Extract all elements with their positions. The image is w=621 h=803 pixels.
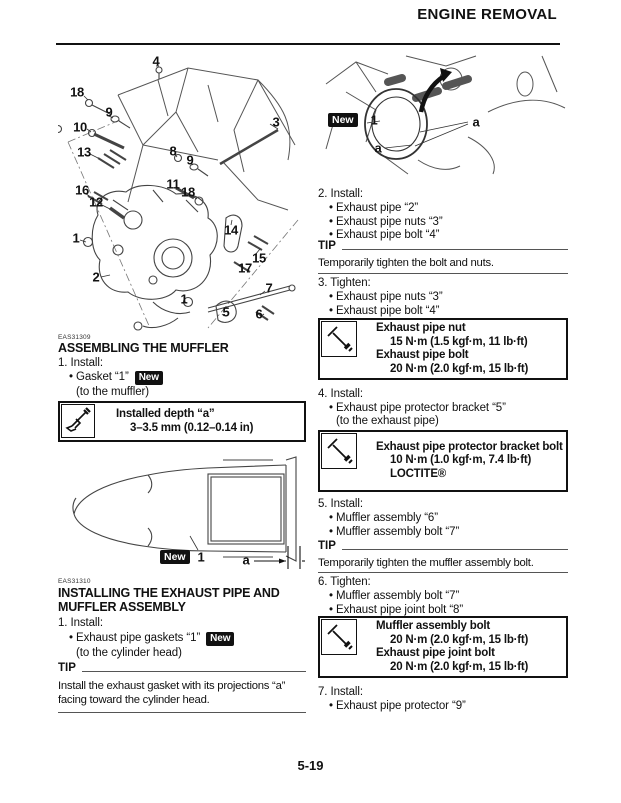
- spec-line: LOCTITE®: [390, 467, 447, 480]
- bullet-dot: •: [329, 603, 333, 616]
- torque-spec-box: [318, 430, 568, 492]
- bullet-item: [326, 604, 463, 618]
- section-heading-assembling-muffler: ASSEMBLING THE MUFFLER: [58, 341, 229, 355]
- bullet-text: Gasket “1”: [76, 371, 129, 383]
- bullet-item: [326, 305, 443, 319]
- page-title: ENGINE REMOVAL: [417, 6, 557, 23]
- part-callout-5: 5: [222, 304, 230, 320]
- gasket-install-diagram: [318, 52, 568, 180]
- spec-line: Installed depth “a”: [116, 408, 215, 420]
- spec-line: 3–3.5 mm (0.12–0.14 in): [130, 421, 254, 434]
- section-heading-installing-line2: MUFFLER ASSEMBLY: [58, 600, 186, 614]
- bullet-text: Muffler assembly “6”: [336, 512, 438, 524]
- part-callout-a: a: [374, 140, 382, 156]
- spec-line: Exhaust pipe joint bolt: [376, 647, 495, 659]
- installed-depth-spec-box: [58, 401, 306, 442]
- bullet-item: [326, 512, 459, 526]
- tip-text: Temporarily tighten the muffler assembly bolt.: [318, 557, 534, 569]
- tip-label: TIP: [58, 662, 76, 674]
- step-title: 5. Install:: [318, 498, 363, 510]
- bullet-note: (to the exhaust pipe): [336, 415, 439, 427]
- part-callout-1: 1: [370, 112, 378, 128]
- bullet-item: [326, 291, 443, 305]
- new-badge: New: [328, 113, 358, 127]
- bullet-text: Exhaust pipe bolt “4”: [336, 304, 440, 317]
- tip-rule: [342, 249, 568, 250]
- step-title: 4. Install:: [318, 388, 363, 400]
- bullet-dot: •: [329, 402, 333, 414]
- torque-wrench-icon: [321, 321, 357, 357]
- section-code: EAS31310: [58, 578, 91, 585]
- bullet-dot: •: [329, 512, 333, 524]
- new-badge: New: [135, 371, 163, 385]
- step-title: 1. Install:: [58, 357, 103, 369]
- exploded-parts-diagram: [58, 50, 310, 332]
- bullet-dot: •: [329, 215, 333, 228]
- part-callout-12: 12: [89, 194, 103, 210]
- bullet-dot: •: [329, 590, 333, 602]
- spec-line: 20 N·m (2.0 kgf·m, 15 lb·ft): [390, 633, 529, 646]
- bullet-dot: •: [329, 229, 333, 241]
- spec-icon-cell: [320, 618, 366, 676]
- part-callout-1: 1: [197, 549, 205, 565]
- spec-line: 10 N·m (1.0 kgf·m, 7.4 lb·ft): [390, 454, 532, 467]
- bullet-dot: •: [69, 371, 73, 383]
- spec-line: Exhaust pipe bolt: [376, 349, 469, 361]
- torque-spec-text: [366, 320, 566, 378]
- torque-spec-box: [318, 616, 568, 678]
- tip-text-line2: facing toward the cylinder head.: [58, 694, 210, 706]
- tip-header: [318, 540, 568, 552]
- bullet-text: Exhaust pipe joint bolt “8”: [336, 603, 464, 616]
- part-callout-1: 1: [180, 291, 188, 307]
- bullet-dot: •: [69, 632, 73, 644]
- spec-icon-cell: [320, 320, 366, 378]
- part-callout-9: 9: [105, 104, 113, 120]
- section-code: EAS31309: [58, 334, 91, 341]
- bullet-note: (to the muffler): [76, 386, 149, 398]
- step-title: 2. Install:: [318, 188, 363, 200]
- bullet-list: [326, 402, 506, 416]
- bullet-list: [326, 700, 466, 714]
- step-title: 3. Tighten:: [318, 277, 371, 289]
- spec-line: Exhaust pipe protector bracket bolt: [376, 440, 563, 453]
- tip-label: TIP: [318, 240, 336, 252]
- part-callout-13: 13: [77, 144, 91, 160]
- bullet-list: [326, 291, 443, 318]
- bullet-dot: •: [329, 202, 333, 214]
- spec-line: 20 N·m (2.0 kgf·m, 15 lb·ft): [390, 362, 529, 375]
- tip-text-line1: Install the exhaust gasket with its projections “a”: [58, 680, 286, 692]
- tip-header: [318, 240, 568, 252]
- bullet-text: Exhaust pipe nuts “3”: [336, 215, 443, 228]
- bullet-text: Exhaust pipe nuts “3”: [336, 291, 443, 303]
- torque-spec-box: [318, 318, 568, 380]
- bullet-item: [66, 632, 234, 646]
- part-callout-3: 3: [272, 114, 280, 130]
- part-callout-9: 9: [186, 152, 194, 168]
- bullet-item: [326, 590, 463, 604]
- bullet-item: [326, 700, 466, 714]
- tip-text: Temporarily tighten the bolt and nuts.: [318, 257, 494, 269]
- bullet-list: [326, 590, 463, 617]
- torque-spec-text: [366, 432, 566, 490]
- bullet-item: [326, 216, 443, 230]
- part-callout-18: 18: [181, 184, 195, 200]
- spec-text: [106, 403, 304, 440]
- bullet-item: [326, 202, 443, 216]
- new-badge: New: [160, 550, 190, 564]
- torque-wrench-icon: [321, 619, 357, 655]
- bullet-dot: •: [329, 304, 333, 317]
- bullet-text: Exhaust pipe bolt “4”: [336, 229, 440, 241]
- part-callout-6: 6: [255, 306, 263, 322]
- bullet-dot: •: [329, 700, 333, 712]
- bullet-list: [326, 202, 443, 243]
- bullet-text: Exhaust pipe protector “9”: [336, 700, 466, 712]
- torque-spec-text: [366, 618, 566, 676]
- spec-icon-cell: [320, 432, 366, 490]
- bullet-dot: •: [329, 291, 333, 303]
- spec-line: Exhaust pipe nut: [376, 322, 466, 334]
- bullet-text: Exhaust pipe “2”: [336, 202, 419, 214]
- bullet-text: Exhaust pipe gaskets “1”: [76, 632, 201, 644]
- part-callout-1: 1: [72, 230, 80, 246]
- part-callout-14: 14: [224, 222, 238, 238]
- torque-wrench-icon: [321, 433, 357, 469]
- page-number: 5-19: [297, 758, 324, 773]
- tip-header: [58, 662, 306, 674]
- bullet-item: [326, 526, 459, 540]
- step-title: 6. Tighten:: [318, 576, 371, 588]
- bullet-text: Exhaust pipe protector bracket “5”: [336, 402, 506, 414]
- tip-closing-rule: [318, 272, 568, 274]
- part-callout-7: 7: [265, 280, 273, 296]
- bullet-item: [66, 371, 163, 385]
- part-callout-4: 4: [152, 53, 160, 69]
- tip-closing-rule: [318, 571, 568, 573]
- new-badge: New: [206, 632, 234, 646]
- section-heading-installing-line1: INSTALLING THE EXHAUST PIPE AND: [58, 586, 280, 600]
- part-callout-a: a: [472, 114, 480, 130]
- step-title: 1. Install:: [58, 617, 103, 629]
- part-callout-17: 17: [238, 260, 252, 276]
- tip-closing-rule: [58, 711, 306, 713]
- part-callout-a: a: [242, 552, 250, 568]
- spec-line: Muffler assembly bolt: [376, 620, 491, 632]
- part-callout-8: 8: [169, 143, 177, 159]
- bullet-list: [326, 512, 459, 539]
- tip-rule: [342, 549, 568, 550]
- part-callout-11: 11: [166, 176, 180, 192]
- bullet-dot: •: [329, 525, 333, 538]
- step-title: 7. Install:: [318, 686, 363, 698]
- muffler-depth-figure: [58, 448, 306, 572]
- spec-line: 15 N·m (1.5 kgf·m, 11 lb·ft): [390, 335, 528, 348]
- spec-line: 20 N·m (2.0 kgf·m, 15 lb·ft): [390, 660, 529, 673]
- bullet-text: Muffler assembly bolt “7”: [336, 525, 460, 538]
- part-callout-15: 15: [252, 250, 266, 266]
- caliper-icon: [61, 404, 95, 438]
- part-callout-2: 2: [92, 269, 100, 285]
- part-callout-10: 10: [73, 119, 87, 135]
- spec-icon-cell: [60, 403, 106, 440]
- part-callout-16: 16: [75, 182, 89, 198]
- bullet-text: Muffler assembly bolt “7”: [336, 590, 460, 602]
- part-callout-18: 18: [70, 84, 84, 100]
- bullet-item: [326, 402, 506, 416]
- tip-label: TIP: [318, 540, 336, 552]
- bullet-note: (to the cylinder head): [76, 647, 182, 659]
- tip-rule: [82, 671, 306, 672]
- header-rule: [56, 43, 560, 45]
